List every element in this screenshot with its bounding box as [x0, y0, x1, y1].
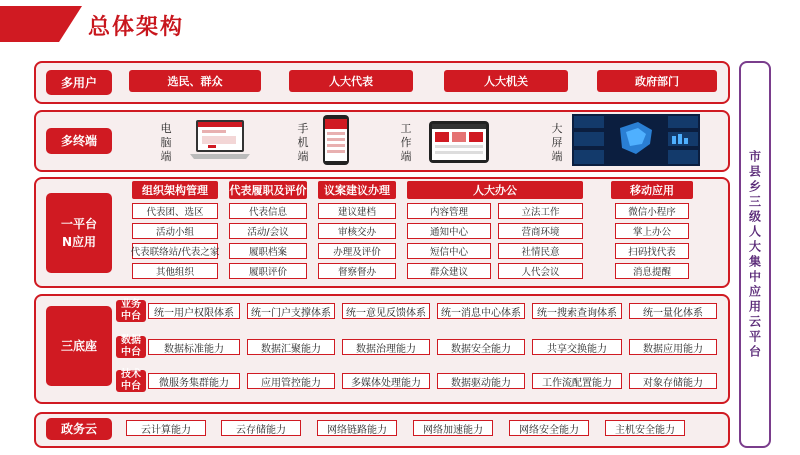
base-item[interactable]: 统一量化体系 — [629, 303, 717, 319]
base-row-label-line1: 业务 — [121, 298, 141, 310]
group-item[interactable]: 履职评价 — [229, 263, 307, 279]
group-item[interactable]: 通知中心 — [407, 223, 491, 239]
group-item[interactable]: 群众建议 — [407, 263, 491, 279]
cloud-item[interactable]: 云存储能力 — [221, 420, 301, 436]
group-item[interactable]: 代表信息 — [229, 203, 307, 219]
base-item[interactable]: 数据标准能力 — [148, 339, 240, 355]
group-item[interactable]: 营商环境 — [498, 223, 583, 239]
group-item[interactable]: 消息提醒 — [615, 263, 689, 279]
base-row-label-line2: 中台 — [121, 381, 141, 392]
group-item[interactable]: 代表联络站/代表之家 — [132, 243, 218, 259]
group-item[interactable]: 人代会议 — [498, 263, 583, 279]
group-header-deputy: 代表履职及评价 — [229, 181, 307, 199]
page-title: 总体架构 — [88, 15, 185, 40]
base-item[interactable]: 共享交换能力 — [532, 339, 622, 355]
platform-label-line2: N应用 — [61, 235, 97, 249]
group-item[interactable]: 办理及评价 — [318, 243, 396, 259]
base-row-label-line1: 数据 — [121, 334, 141, 346]
group-item[interactable]: 微信小程序 — [615, 203, 689, 219]
dashboard-screen-icon — [572, 114, 700, 170]
base-item[interactable]: 统一意见反馈体系 — [342, 303, 430, 319]
base-item[interactable]: 数据汇聚能力 — [247, 339, 335, 355]
side-platform-label: 市县乡三级人大集中应用云平台 — [747, 149, 762, 360]
group-item[interactable]: 活动/会议 — [229, 223, 307, 239]
user-item-organs[interactable]: 人大机关 — [444, 70, 568, 92]
terminal-label-screen: 大屏端 — [551, 122, 563, 163]
platform-label-line1: 一平台 — [60, 217, 97, 231]
terminal-label-work: 工作端 — [400, 122, 412, 163]
group-item[interactable]: 短信中心 — [407, 243, 491, 259]
platform-label — [46, 193, 112, 273]
user-item-deputies[interactable]: 人大代表 — [289, 70, 413, 92]
base-label: 三底座 — [46, 306, 112, 386]
group-item[interactable]: 审核交办 — [318, 223, 396, 239]
base-item[interactable]: 工作流配置能力 — [532, 373, 622, 389]
tablet-icon — [428, 120, 490, 168]
group-header-mobile: 移动应用 — [611, 181, 693, 199]
group-item[interactable]: 代表团、选区 — [132, 203, 218, 219]
group-header-org: 组织架构管理 — [132, 181, 218, 199]
base-row-label-data — [116, 336, 146, 358]
base-item[interactable]: 多媒体处理能力 — [342, 373, 430, 389]
group-item[interactable]: 内容管理 — [407, 203, 491, 219]
group-item[interactable]: 扫码找代表 — [615, 243, 689, 259]
terminal-label-pc: 电脑端 — [160, 122, 172, 163]
side-platform-panel — [739, 61, 771, 448]
terminal-label-mobile: 手机端 — [297, 122, 309, 163]
group-item[interactable]: 建议建档 — [318, 203, 396, 219]
base-row-label-line1: 技术 — [121, 368, 141, 380]
laptop-icon — [190, 118, 250, 166]
cloud-item[interactable]: 网络链路能力 — [317, 420, 397, 436]
base-item[interactable]: 数据驱动能力 — [437, 373, 525, 389]
group-header-office: 人大办公 — [407, 181, 583, 199]
user-item-government[interactable]: 政府部门 — [597, 70, 717, 92]
phone-icon — [322, 114, 350, 170]
cloud-item[interactable]: 网络加速能力 — [413, 420, 493, 436]
base-row-label-business — [116, 300, 146, 322]
base-row-label-line2: 中台 — [121, 347, 141, 358]
group-item[interactable]: 履职档案 — [229, 243, 307, 259]
base-item[interactable]: 微服务集群能力 — [148, 373, 240, 389]
users-label: 多用户 — [46, 70, 112, 95]
cloud-label: 政务云 — [46, 418, 112, 440]
base-item[interactable]: 应用管控能力 — [247, 373, 335, 389]
base-item[interactable]: 统一消息中心体系 — [437, 303, 525, 319]
base-row-label-line2: 中台 — [121, 311, 141, 322]
base-item[interactable]: 数据应用能力 — [629, 339, 717, 355]
base-item[interactable]: 数据治理能力 — [342, 339, 430, 355]
base-item[interactable]: 数据安全能力 — [437, 339, 525, 355]
group-item[interactable]: 立法工作 — [498, 203, 583, 219]
title-accent-bar — [0, 6, 82, 42]
base-item[interactable]: 对象存储能力 — [629, 373, 717, 389]
group-item[interactable]: 社情民意 — [498, 243, 583, 259]
group-item[interactable]: 督察督办 — [318, 263, 396, 279]
base-item[interactable]: 统一门户支撑体系 — [247, 303, 335, 319]
user-item-voters[interactable]: 选民、群众 — [129, 70, 261, 92]
group-header-proposal: 议案建议办理 — [318, 181, 396, 199]
base-item[interactable]: 统一搜索查询体系 — [532, 303, 622, 319]
group-item[interactable]: 活动小组 — [132, 223, 218, 239]
base-item[interactable]: 统一用户权限体系 — [148, 303, 240, 319]
terminals-label: 多终端 — [46, 128, 112, 154]
base-row-label-tech — [116, 370, 146, 392]
group-item[interactable]: 掌上办公 — [615, 223, 689, 239]
cloud-item[interactable]: 云计算能力 — [126, 420, 206, 436]
cloud-item[interactable]: 主机安全能力 — [605, 420, 685, 436]
cloud-item[interactable]: 网络安全能力 — [509, 420, 589, 436]
group-item[interactable]: 其他组织 — [132, 263, 218, 279]
